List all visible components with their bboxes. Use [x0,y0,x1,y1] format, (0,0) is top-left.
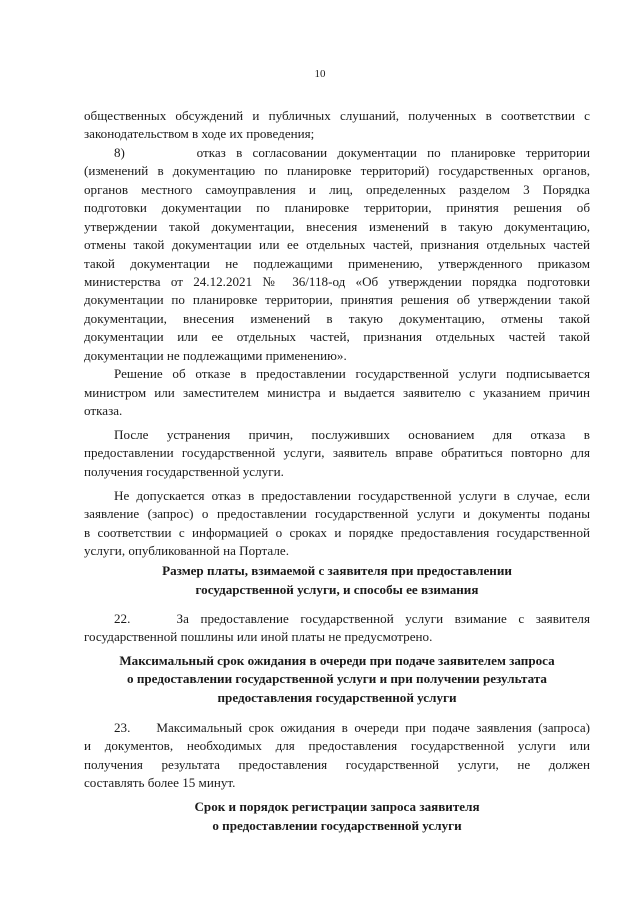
text-line: документации не подлежащими применению». [84,348,347,363]
text-line: общественных обсуждений и публичных слушаний, полученных в соответствии с [84,108,590,123]
text-line: документации или ее отдельных частей, признания отдельных частей такой [84,329,590,344]
text-line: 8) отказ в согласовании документации по планировке территории [114,145,590,160]
text-line: 22. За предоставление государственной услуги взимание с заявителя [114,611,590,626]
text-line: После устранения причин, послуживших основанием для отказа в [114,427,590,442]
text-line: (изменений в документацию по планировке территорий) государственных органов, [84,163,590,178]
text-line: и документов, необходимых для предоставления государственной услуги или [84,738,590,753]
text-line: 23. Максимальный срок ожидания в очереди при подаче заявления (запроса) [114,720,590,735]
text-line: Решение об отказе в предоставлении государственной услуги подписывается [114,366,590,381]
text-line: органов местного самоуправления и лиц, определенных разделом 3 Порядка [84,182,590,197]
section-heading-line: предоставления государственной услуги [217,690,457,705]
text-line: утверждении такой документации, внесения изменений в такую документацию, [84,219,590,234]
page-number: 10 [314,68,326,80]
text-line: такой документации не подлежащими применению, утвержденного приказом [84,256,590,271]
section-heading-line: Размер платы, взимаемой с заявителя при предоставлении [162,563,512,578]
text-line: государственной пошлины или иной платы не предусмотрено. [84,629,433,644]
text-line: получения государственной услуги. [84,464,284,479]
section-heading-line: о предоставлении государственной услуги [212,818,462,833]
text-line: предоставлении государственной услуги, заявитель вправе обратиться повторно для [84,445,590,460]
text-line: составлять более 15 минут. [84,775,236,790]
text-line: министерства от 24.12.2021 № 36/118-од «Об утверждении порядка подготовки [84,274,590,289]
text-line: министром или заместителем министра и выдается заявителю с указанием причин [84,385,590,400]
section-heading-line: Максимальный срок ожидания в очереди при подаче заявителем запроса [119,653,555,668]
section-heading-line: государственной услуги, и способы ее взимания [195,582,479,597]
text-line: получения результата предоставления государственной услуги, не должен [84,757,590,772]
text-line: документации по планировке территории, принятия решения об утверждении такой [84,292,590,307]
section-heading-line: о предоставлении государственной услуги и при получении результата [127,671,547,686]
text-line: отказа. [84,403,123,418]
section-heading-line: Срок и порядок регистрации запроса заявителя [194,799,480,814]
text-line: в соответствии с информацией о сроках и порядке предоставления государственной [84,525,590,540]
text-line: услуги, опубликованной на Портале. [84,543,289,558]
text-line: подготовки документации по планировке территории, принятия решения об [84,200,590,215]
text-line: Не допускается отказ в предоставлении государственной услуги в случае, если [114,488,590,503]
text-line: законодательством в ходе их проведения; [84,126,315,141]
text-line: заявление (запрос) о предоставлении государственной услуги и документы поданы [84,506,590,521]
text-line: отмены такой документации или ее отдельных частей, признания отдельных частей [84,237,590,252]
text-line: документации, внесения изменений в такую документацию, отмены такой [84,311,590,326]
